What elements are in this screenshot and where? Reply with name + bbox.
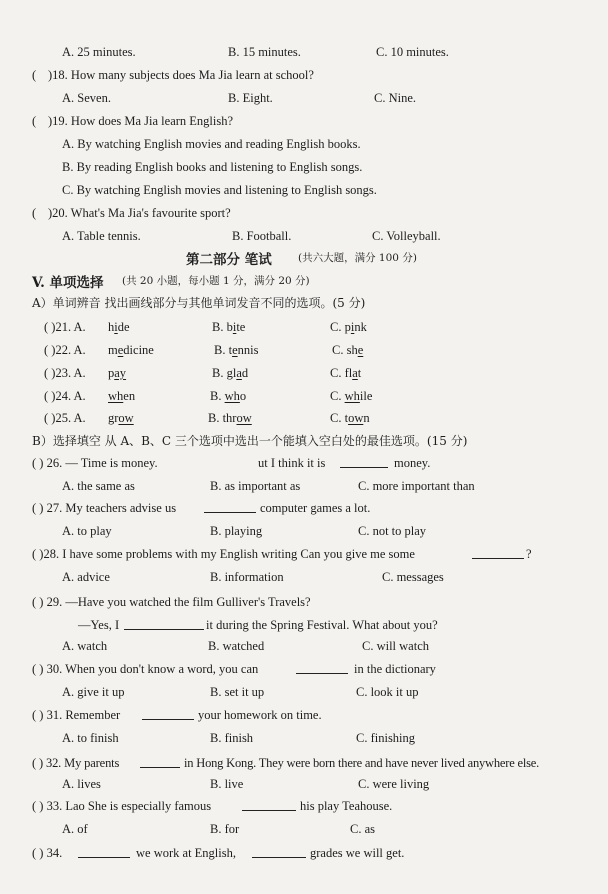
option-a[interactable]: when: [108, 389, 136, 403]
option-a[interactable]: A. watch: [62, 639, 108, 653]
q28-options: [0, 570, 608, 588]
question-text-mid: we work at English,: [136, 846, 236, 860]
q20: [0, 206, 608, 224]
question-number[interactable]: ( )24. A.: [44, 389, 86, 403]
option-a[interactable]: A. Table tennis.: [62, 229, 141, 243]
question-text-end: it during the Spring Festival. What about you?: [206, 618, 438, 632]
option-c[interactable]: C. as: [350, 822, 375, 836]
q22: [0, 343, 608, 361]
option-a[interactable]: A. By watching English movies and reading English books.: [62, 137, 361, 151]
q17-options: [0, 45, 608, 63]
option-a[interactable]: pay: [108, 366, 127, 380]
option-a[interactable]: A. Seven.: [62, 91, 111, 105]
part2-note: (共六大题，满分 100 分): [298, 252, 417, 264]
answer-blank[interactable]: [296, 662, 348, 674]
section5-label: V. 单项选择: [32, 275, 104, 291]
partB-heading-row: [0, 432, 608, 450]
option-c[interactable]: C. By watching English movies and listening to English songs.: [62, 183, 377, 197]
q32: [0, 756, 608, 774]
q32-options: [0, 777, 608, 795]
option-c[interactable]: C. Volleyball.: [372, 229, 441, 243]
option-c[interactable]: C. town: [330, 411, 370, 425]
option-b[interactable]: B. By reading English books and listening to English songs.: [62, 160, 363, 174]
q18: [0, 68, 608, 86]
partB-heading: B）选择填空 从 A、B、C 三个选项中选出一个能填入空白处的最佳选项。(15 分): [32, 434, 468, 448]
question-text: ( ) 29. —Have you watched the film Gulliver's Travels?: [32, 595, 311, 609]
option-b[interactable]: B. watched: [208, 639, 265, 653]
option-b[interactable]: B. set it up: [210, 685, 265, 699]
q23: [0, 366, 608, 384]
q28: [0, 547, 608, 565]
answer-blank[interactable]: [142, 708, 194, 720]
question-text-end: your homework on time.: [198, 708, 322, 722]
option-b[interactable]: B. Eight.: [228, 91, 273, 105]
option-c[interactable]: C. while: [330, 389, 373, 403]
question-text: ( ) 30. When you don't know a word, you can: [32, 662, 259, 676]
question-text: ( ) 27. My teachers advise us: [32, 501, 177, 515]
answer-paren[interactable]: (: [32, 68, 37, 82]
answer-blank[interactable]: [204, 501, 256, 513]
option-c[interactable]: C. Nine.: [374, 91, 417, 105]
option-c[interactable]: C. were living: [358, 777, 430, 791]
option-b[interactable]: B. 15 minutes.: [228, 45, 301, 59]
q31: [0, 708, 608, 726]
answer-blank[interactable]: [124, 618, 204, 630]
q19-option-b: [0, 160, 608, 178]
q30-options: [0, 685, 608, 703]
part2-title: 第二部分 笔试: [186, 252, 272, 268]
option-c[interactable]: C. will watch: [362, 639, 430, 653]
question-text: )20. What's Ma Jia's favourite sport?: [48, 206, 231, 220]
option-c[interactable]: C. messages: [382, 570, 444, 584]
answer-blank[interactable]: [252, 846, 306, 858]
q29: [0, 595, 608, 613]
option-a[interactable]: A. lives: [62, 777, 101, 791]
option-b[interactable]: B. live: [210, 777, 244, 791]
answer-blank[interactable]: [340, 456, 388, 468]
answer-blank[interactable]: [78, 846, 130, 858]
question-text-end: grades we will get.: [310, 846, 405, 860]
option-a[interactable]: A. to finish: [62, 731, 119, 745]
option-c[interactable]: C. pink: [330, 320, 367, 334]
option-c[interactable]: C. she: [332, 343, 364, 357]
question-text-end: in the dictionary: [354, 662, 436, 676]
q33: [0, 799, 608, 817]
question-text-end: ?: [526, 547, 532, 561]
question-text: )18. How many subjects does Ma Jia learn at school?: [48, 68, 314, 82]
answer-blank[interactable]: [472, 547, 524, 559]
option-b[interactable]: B. playing: [210, 524, 263, 538]
q25: [0, 411, 608, 429]
q26: [0, 456, 608, 474]
option-a[interactable]: A. the same as: [62, 479, 135, 493]
question-number[interactable]: ( )25. A.: [44, 411, 86, 425]
q20-options: [0, 229, 608, 247]
q18-options: [0, 91, 608, 109]
q31-options: [0, 731, 608, 749]
option-b[interactable]: B. throw: [208, 411, 252, 425]
answer-blank[interactable]: [242, 799, 296, 811]
option-a[interactable]: A. give it up: [62, 685, 125, 699]
q19: [0, 114, 608, 132]
section5-note: (共 20 小题，每小题 1 分，满分 20 分): [122, 275, 310, 287]
option-b[interactable]: B. for: [210, 822, 240, 836]
option-b[interactable]: B. tennis: [214, 343, 259, 357]
q27-options: [0, 524, 608, 542]
option-a[interactable]: A. 25 minutes.: [62, 45, 136, 59]
option-b[interactable]: B. bite: [212, 320, 246, 334]
question-text: —Yes, I: [78, 618, 120, 632]
question-text: ( ) 34.: [32, 846, 63, 860]
option-c[interactable]: C. not to play: [358, 524, 427, 538]
option-c[interactable]: C. more important than: [358, 479, 475, 493]
option-b[interactable]: B. who: [210, 389, 247, 403]
q21: [0, 320, 608, 338]
question-text: ( ) 33. Lao She is especially famous: [32, 799, 212, 813]
q19-option-a: [0, 137, 608, 155]
option-c[interactable]: C. finishing: [356, 731, 416, 745]
option-a[interactable]: grow: [108, 411, 134, 425]
option-a[interactable]: A. advice: [62, 570, 110, 584]
q24: [0, 389, 608, 407]
partA-heading-row: [0, 294, 608, 312]
option-b[interactable]: B. finish: [210, 731, 254, 745]
part2-header: [0, 248, 608, 266]
question-text: ( ) 26. — Time is money.: [32, 456, 158, 470]
option-b[interactable]: B. glad: [212, 366, 249, 380]
section5-header: [0, 271, 608, 289]
question-text-mid: ut I think it is: [258, 456, 326, 470]
partA-heading: A）单词辨音 找出画线部分与其他单词发音不同的选项。(5 分): [32, 296, 366, 310]
answer-blank[interactable]: [140, 756, 180, 768]
option-a[interactable]: hide: [108, 320, 130, 334]
question-number[interactable]: ( )22. A.: [44, 343, 86, 357]
question-number[interactable]: ( )21. A.: [44, 320, 86, 334]
q33-options: [0, 822, 608, 840]
question-text: ( ) 32. My parents: [32, 756, 120, 770]
option-b[interactable]: B. information: [210, 570, 284, 584]
q29-options: [0, 639, 608, 657]
q27: [0, 501, 608, 519]
q29-line2: [0, 618, 608, 636]
q30: [0, 662, 608, 680]
option-a[interactable]: A. of: [62, 822, 88, 836]
question-text: ( )28. I have some problems with my English writing Can you give me some: [32, 547, 415, 561]
option-a[interactable]: medicine: [108, 343, 154, 357]
question-text-end: his play Teahouse.: [300, 799, 393, 813]
question-number[interactable]: ( )23. A.: [44, 366, 86, 380]
q26-options: [0, 479, 608, 497]
option-b[interactable]: B. Football.: [232, 229, 292, 243]
option-c[interactable]: C. flat: [330, 366, 362, 380]
question-text-end: money.: [394, 456, 431, 470]
question-text: ( ) 31. Remember: [32, 708, 121, 722]
option-a[interactable]: A. to play: [62, 524, 112, 538]
answer-paren[interactable]: (: [32, 206, 37, 220]
question-text-end: computer games a lot.: [260, 501, 371, 515]
option-c[interactable]: C. look it up: [356, 685, 419, 699]
question-text-end: in Hong Kong. They were born there and have never lived anywhere else.: [184, 756, 540, 770]
option-c[interactable]: C. 10 minutes.: [376, 45, 449, 59]
answer-paren[interactable]: (: [32, 114, 37, 128]
q34: [0, 846, 608, 864]
q19-option-c: [0, 183, 608, 201]
question-text: )19. How does Ma Jia learn English?: [48, 114, 234, 128]
option-b[interactable]: B. as important as: [210, 479, 301, 493]
